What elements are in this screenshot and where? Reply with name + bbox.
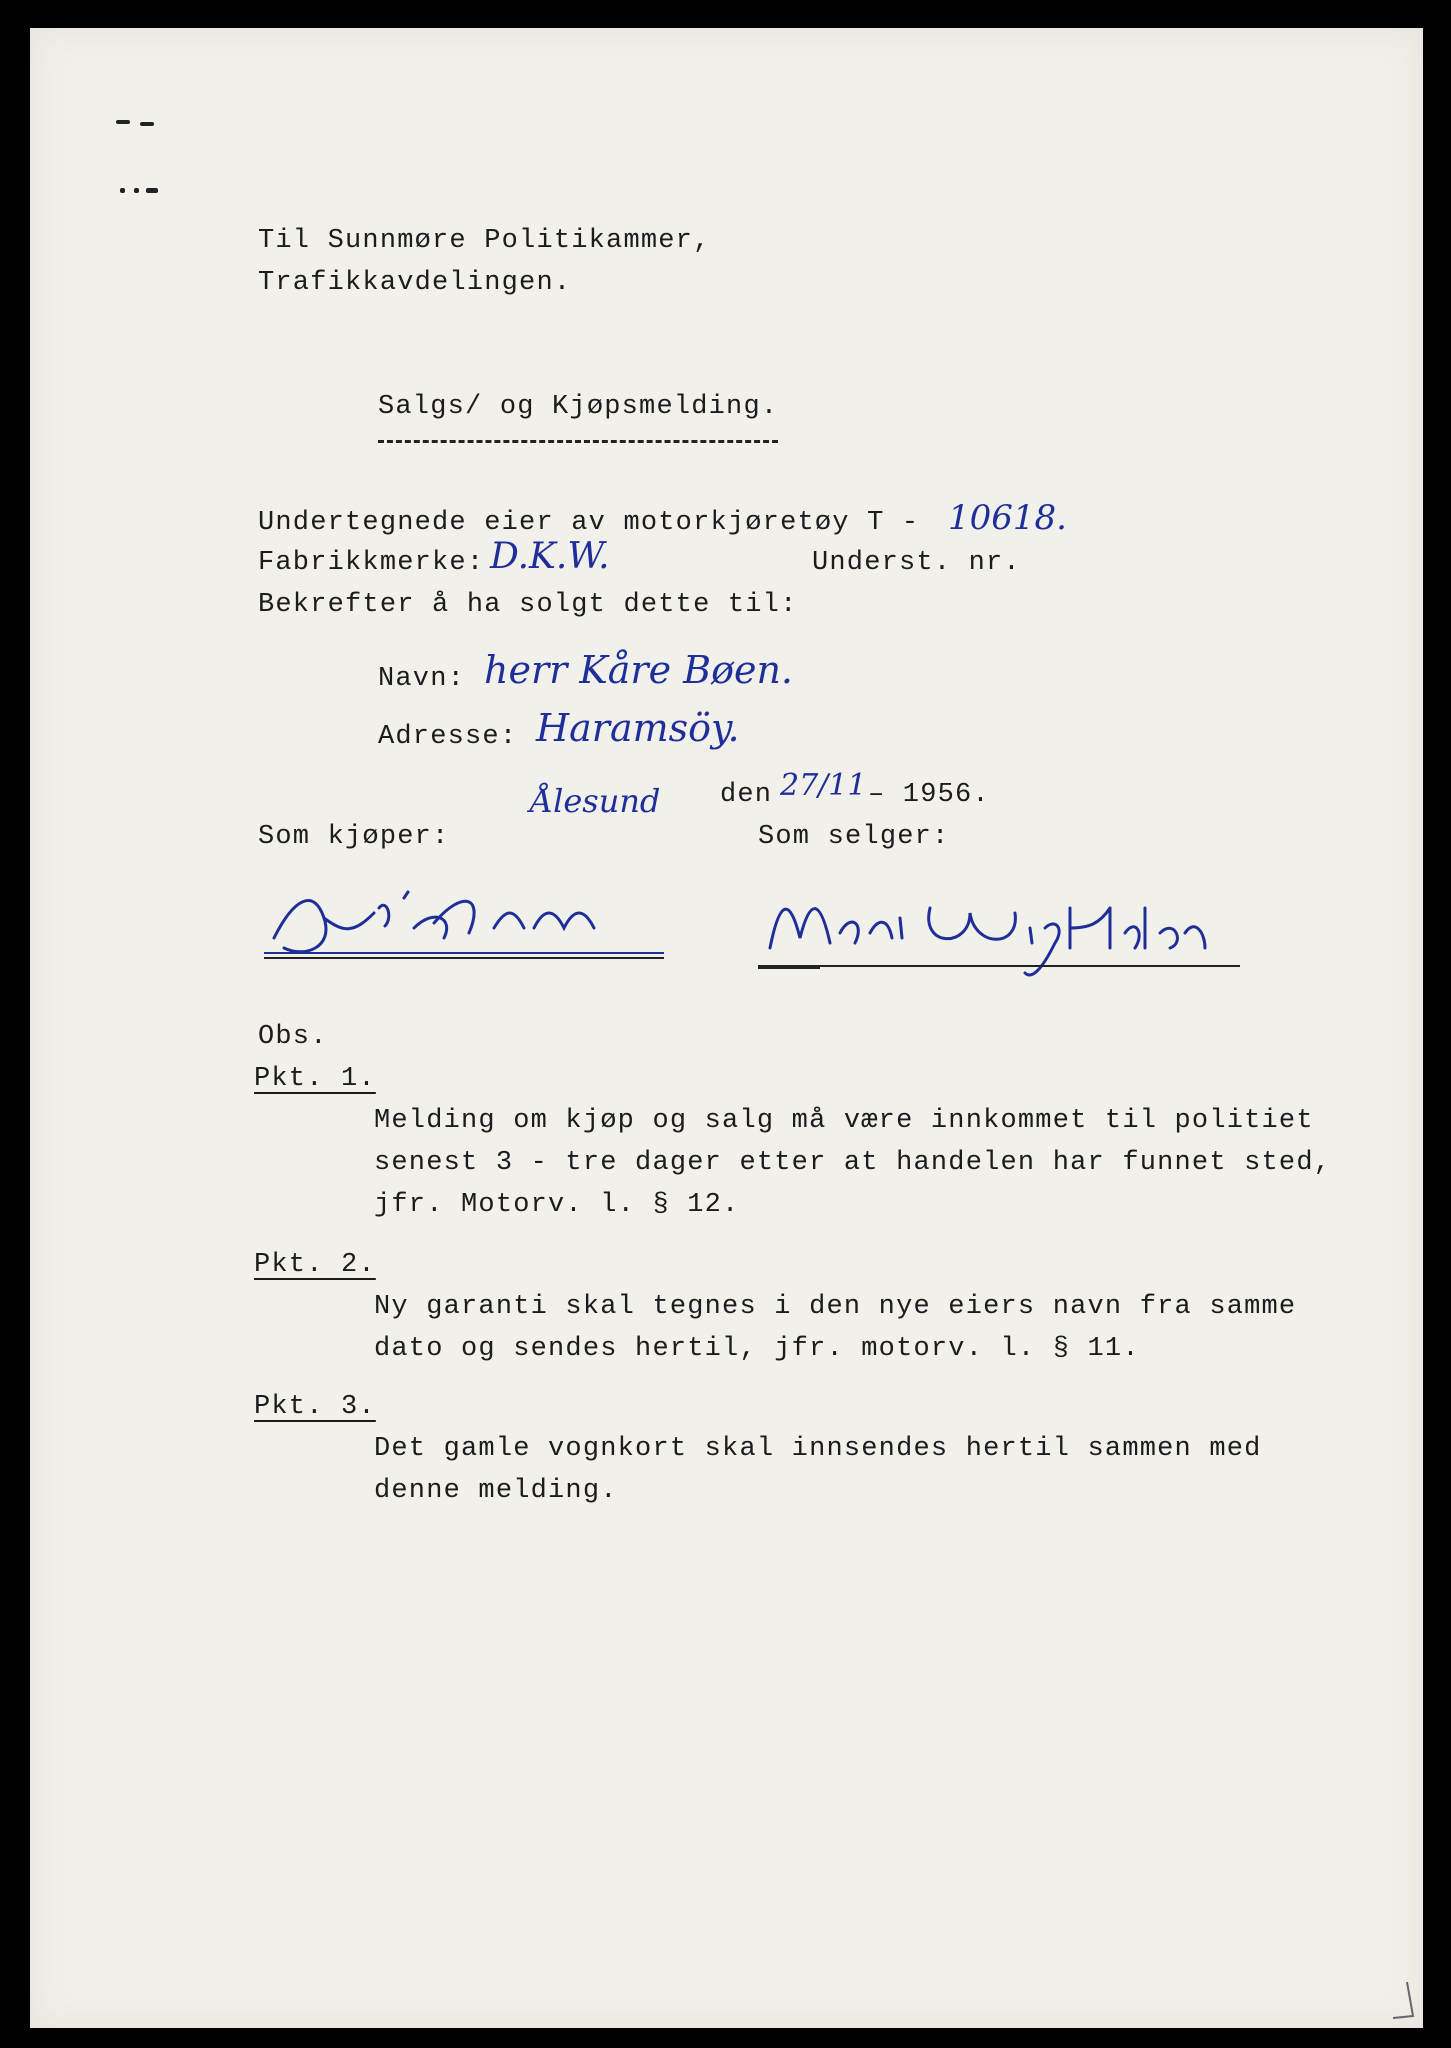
point-2-line-2: dato og sendes hertil, jfr. motorv. l. § 11. (374, 1334, 1140, 1364)
point-3-line-2: denne melding. (374, 1476, 618, 1506)
owner-label: Undertegnede eier av motorkjøretøy T - (258, 508, 920, 538)
make-label: Fabrikkmerke: (258, 548, 485, 578)
buyer-label: Som kjøper: (258, 822, 450, 852)
document-page (30, 28, 1423, 2028)
point-1-line-2: senest 3 - tre dager etter at handelen har funnet sted, (374, 1148, 1332, 1178)
edge-mark (116, 120, 130, 124)
point-2-label: Pkt. 2. (254, 1250, 376, 1280)
point-2-line-1: Ny garanti skal tegnes i den nye eiers navn fra samme (374, 1292, 1297, 1322)
seller-signature (730, 878, 1250, 988)
point-1-line-3: jfr. Motorv. l. § 12. (374, 1190, 740, 1220)
address-line-2: Trafikkavdelingen. (258, 268, 572, 298)
name-value-handwritten: herr Kåre Bøen. (484, 648, 793, 692)
edge-mark (146, 188, 158, 193)
year-value: – 1956. (868, 780, 990, 810)
edge-mark (120, 188, 125, 193)
point-3-line-1: Det gamle vognkort skal innsendes hertil sammen med (374, 1434, 1262, 1464)
edge-mark (134, 188, 139, 193)
corner-mark (1387, 1980, 1417, 2020)
address-line-1: Til Sunnmøre Politikammer, (258, 226, 711, 256)
edge-mark (140, 122, 154, 126)
point-3-label: Pkt. 3. (254, 1392, 376, 1422)
date-label: den (720, 780, 773, 810)
point-1-label: Pkt. 1. (254, 1064, 376, 1094)
seller-label: Som selger: (758, 822, 950, 852)
vehicle-number-handwritten: 10618. (948, 498, 1067, 538)
name-label: Navn: (378, 664, 466, 694)
page-title: Salgs/ og Kjøpsmelding. (378, 392, 779, 422)
point-1-line-1: Melding om kjøp og salg må være innkommet til politiet (374, 1106, 1314, 1136)
obs-label: Obs. (258, 1022, 328, 1052)
chassis-label: Underst. nr. (812, 548, 1021, 578)
buyer-signature (254, 878, 674, 968)
date-value-handwritten: 27/11 (780, 768, 867, 803)
sold-to-label: Bekrefter å ha solgt dette til: (258, 590, 798, 620)
make-value-handwritten: D.K.W. (490, 536, 610, 577)
title-underline (378, 440, 778, 443)
place-handwritten: Ålesund (530, 782, 661, 820)
address-label: Adresse: (378, 722, 518, 752)
address-value-handwritten: Haramsöy. (536, 706, 740, 750)
